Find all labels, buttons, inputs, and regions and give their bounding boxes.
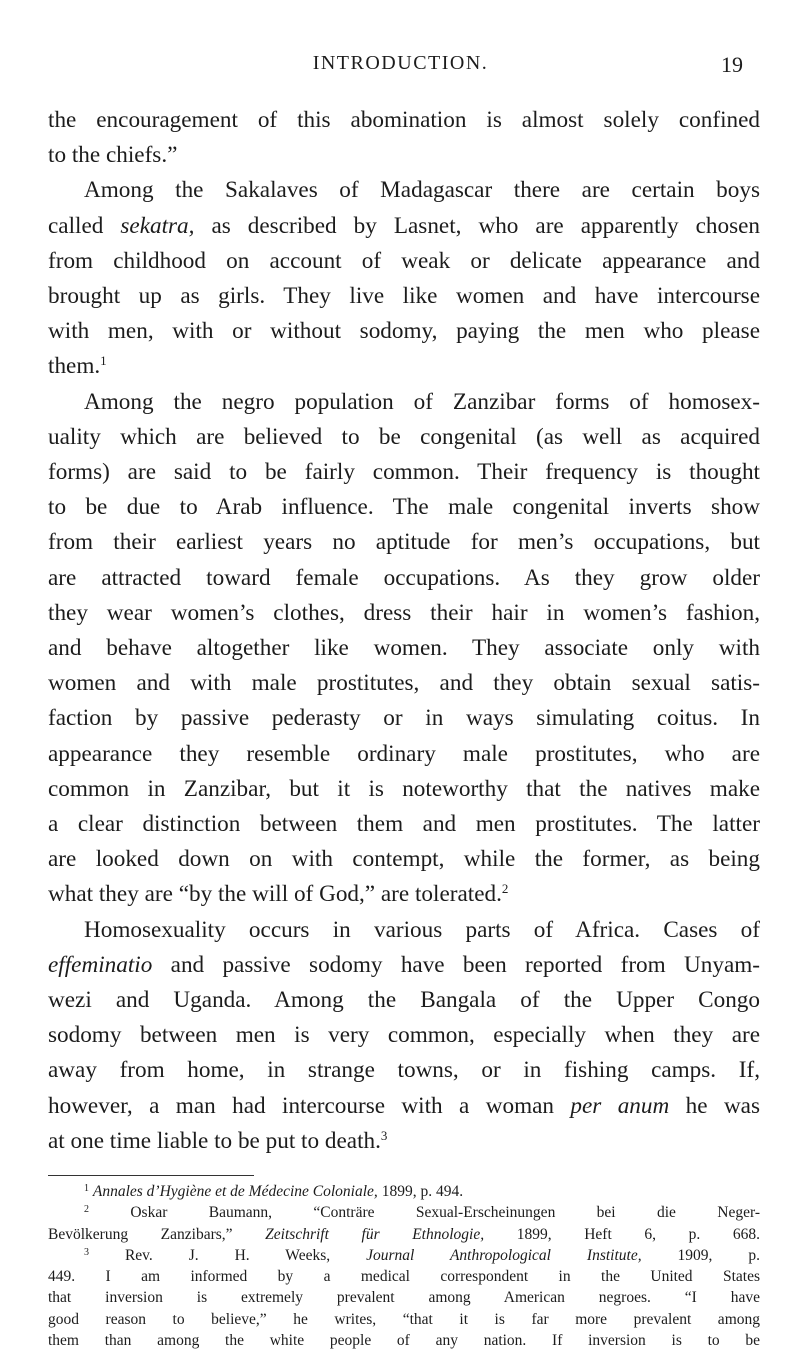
italic-text: Journal Anthropological Institute,	[366, 1246, 642, 1264]
footnote-ref: 3	[380, 1127, 388, 1143]
body-line: forms) are said to be fairly common. Their frequency is thought	[48, 459, 760, 486]
body-line: Among the Sakalaves of Madagascar there are certain boys	[84, 177, 760, 204]
footnote-ref: 1	[84, 1183, 89, 1194]
body-line: appearance they resemble ordinary male prostitutes, who are	[48, 740, 760, 767]
italic-text: per anum	[570, 1092, 670, 1119]
body-line: with men, with or without sodomy, paying the men who please	[48, 318, 760, 345]
text-span: Rev. J. H. Weeks,	[89, 1246, 367, 1264]
footnote-divider	[48, 1175, 254, 1176]
body-line: away from home, in strange towns, or in fishing camps. If,	[48, 1057, 760, 1084]
page-number: 19	[721, 52, 743, 77]
footnote-line: that inversion is extremely prevalent among American negroes. “I have	[48, 1289, 760, 1307]
body-line: common in Zanzibar, but it is noteworthy that the natives make	[48, 775, 760, 802]
body-line: uality which are believed to be congenital (as well as acquired	[48, 423, 760, 450]
body-line: faction by passive pederasty or in ways simulating coitus. In	[48, 705, 760, 732]
italic-text: Zeitschrift für Ethnologie,	[265, 1225, 485, 1243]
body-line: from childhood on account of weak or delicate appearance and	[48, 247, 760, 274]
page-header	[0, 52, 801, 84]
body-line: wezi and Uganda. Among the Bangala of the Upper Congo	[48, 987, 760, 1014]
body-line	[48, 948, 760, 983]
footnote-line: good reason to believe,” he writes, “that it is far more prevalent among	[48, 1310, 760, 1328]
body-line	[48, 349, 760, 384]
italic-text: effeminatio	[48, 951, 153, 978]
footnote-line: them than among the white people of any nation. If inversion is to be	[48, 1332, 760, 1350]
text-span: he was	[669, 1092, 761, 1119]
footnote-line	[48, 1202, 760, 1223]
text-span: Oskar Baumann, “Conträre Sexual-Erscheinungen bei die Neger-	[89, 1204, 760, 1222]
body-line: sodomy between men is very common, especially when they are	[48, 1022, 760, 1049]
footnote-line	[48, 1224, 760, 1245]
body-line	[48, 209, 760, 244]
text-span: 1909, p.	[641, 1246, 760, 1264]
body-line: are looked down on with contempt, while the former, as being	[48, 846, 760, 873]
body-line	[48, 877, 760, 912]
italic-text: Annales d’Hygiène et de Médecine Coloniale,	[92, 1183, 378, 1200]
footnote-ref: 3	[84, 1246, 89, 1258]
body-line: from their earliest years no aptitude for men’s occupations, but	[48, 529, 760, 556]
body-line: and behave altogether like women. They associate only with	[48, 635, 760, 662]
body-line: the encouragement of this abomination is almost solely confined	[48, 107, 760, 133]
text-span: as described by Lasnet, who are apparently chosen	[194, 212, 760, 239]
text-span: at one time liable to be put to death.	[48, 1127, 381, 1154]
body-line: to be due to Arab influence. The male congenital inverts show	[48, 494, 760, 521]
text-span: 1899, p. 494.	[377, 1183, 464, 1200]
text-span: Bevölkerung Zanzibars,”	[48, 1225, 266, 1243]
body-line	[48, 1124, 760, 1159]
text-span: and passive sodomy have been reported from Unyam-	[152, 951, 760, 978]
text-span: what they are “by the will of God,” are tolerated.	[48, 881, 502, 908]
body-line: to the chiefs.”	[48, 142, 178, 169]
body-line: brought up as girls. They live like women and have intercourse	[48, 283, 760, 310]
body-line: Among the negro population of Zanzibar forms of homosex-	[84, 388, 760, 415]
footnote-line	[48, 1245, 760, 1266]
footnote-ref: 1	[100, 353, 107, 369]
body-line: a clear distinction between them and men prostitutes. The latter	[48, 811, 760, 838]
text-span: them.	[48, 353, 101, 380]
footnote-line: 449. I am informed by a medical correspondent in the United States	[48, 1268, 760, 1286]
footnote-ref: 2	[501, 881, 509, 897]
body-line	[48, 1089, 760, 1124]
text-span: called	[48, 212, 121, 239]
italic-text: sekatra,	[120, 212, 195, 239]
body-line: women and with male prostitutes, and they obtain sexual satis-	[48, 670, 760, 697]
text-span: 1899, Heft 6, p. 668.	[484, 1225, 760, 1243]
footnotes	[48, 1181, 760, 1351]
body-line: are attracted toward female occupations. As they grow older	[48, 564, 760, 591]
body-line: Homosexuality occurs in various parts of Africa. Cases of	[84, 916, 760, 943]
footnote-ref: 2	[84, 1204, 89, 1216]
running-title: INTRODUCTION.	[312, 52, 489, 74]
footnote-line	[48, 1181, 760, 1202]
body-text	[48, 103, 760, 1159]
body-line: they wear women’s clothes, dress their hair in women’s fashion,	[48, 599, 760, 626]
text-span: however, a man had intercourse with a woman	[48, 1092, 571, 1119]
